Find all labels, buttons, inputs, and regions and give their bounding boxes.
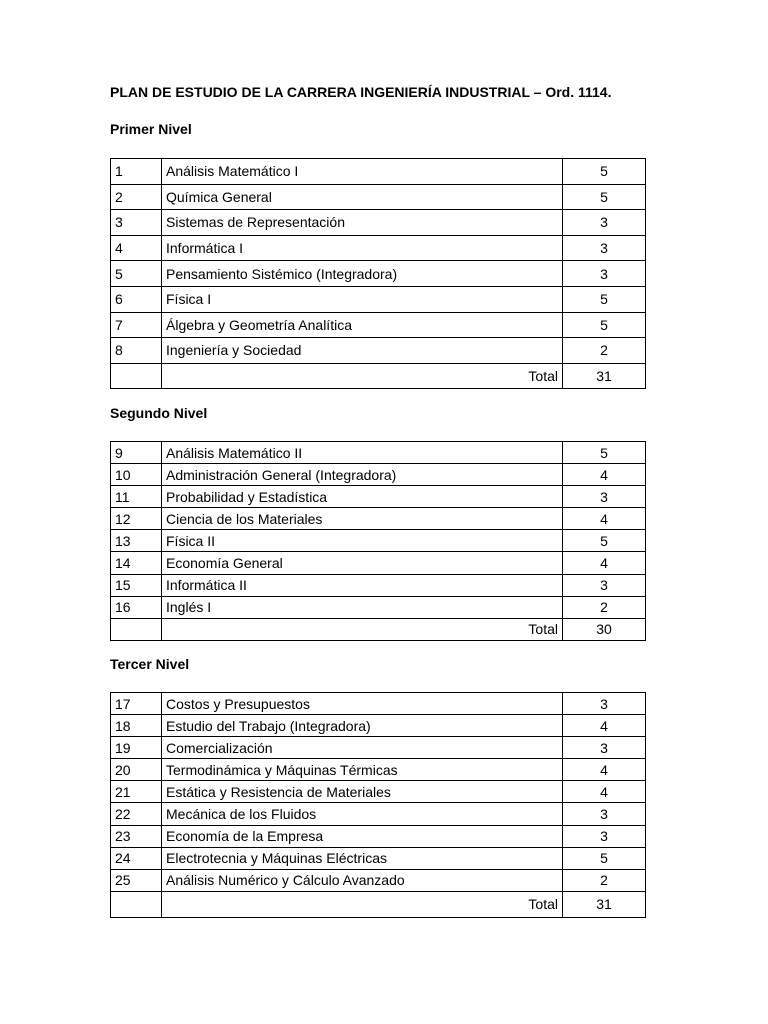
subject-name: Costos y Presupuestos <box>162 693 563 715</box>
subject-credits: 4 <box>563 759 646 781</box>
subject-name: Pensamiento Sistémico (Integradora) <box>162 261 563 287</box>
table-row <box>111 693 646 715</box>
subject-number: 8 <box>111 338 162 364</box>
subject-credits: 3 <box>563 261 646 287</box>
table-row <box>111 552 646 574</box>
subject-credits: 3 <box>563 825 646 847</box>
subject-name: Análisis Numérico y Cálculo Avanzado <box>162 869 563 891</box>
table-row <box>111 159 646 185</box>
page-title: PLAN DE ESTUDIO DE LA CARRERA INGENIERÍA INDUSTRIAL – Ord. 1114. <box>110 84 612 100</box>
subject-credits: 3 <box>563 486 646 508</box>
table-row <box>111 803 646 825</box>
table-row <box>111 210 646 236</box>
subject-name: Economía General <box>162 552 563 574</box>
total-credits: 31 <box>563 363 646 389</box>
subject-name: Electrotecnia y Máquinas Eléctricas <box>162 847 563 869</box>
subject-name: Física I <box>162 286 563 312</box>
level-table-tercer <box>110 692 646 918</box>
level-heading-tercer: Tercer Nivel <box>110 656 190 672</box>
subject-name: Comercialización <box>162 737 563 759</box>
subject-credits: 5 <box>563 286 646 312</box>
subject-credits: 5 <box>563 847 646 869</box>
subject-name: Mecánica de los Fluidos <box>162 803 563 825</box>
subject-number: 9 <box>111 442 162 464</box>
subject-number: 23 <box>111 825 162 847</box>
subject-number: 18 <box>111 715 162 737</box>
table-row <box>111 464 646 486</box>
subject-credits: 5 <box>563 159 646 185</box>
subject-credits: 3 <box>563 210 646 236</box>
table-row <box>111 869 646 891</box>
table-row <box>111 737 646 759</box>
subject-number: 12 <box>111 508 162 530</box>
subject-name: Física II <box>162 530 563 552</box>
subject-name: Informática I <box>162 235 563 261</box>
subject-number: 19 <box>111 737 162 759</box>
subject-number: 15 <box>111 574 162 596</box>
subject-number: 6 <box>111 286 162 312</box>
table-row <box>111 261 646 287</box>
subject-name: Análisis Matemático I <box>162 159 563 185</box>
level-heading-segundo: Segundo Nivel <box>110 405 208 421</box>
subject-number: 25 <box>111 869 162 891</box>
subject-number: 16 <box>111 596 162 618</box>
subject-credits: 5 <box>563 442 646 464</box>
table-row <box>111 286 646 312</box>
subject-credits: 3 <box>563 693 646 715</box>
table-row <box>111 781 646 803</box>
subject-number: 1 <box>111 159 162 185</box>
total-credits: 30 <box>563 618 646 640</box>
subject-credits: 3 <box>563 737 646 759</box>
subject-number: 21 <box>111 781 162 803</box>
subject-name: Inglés I <box>162 596 563 618</box>
table-row <box>111 759 646 781</box>
subject-number: 24 <box>111 847 162 869</box>
subject-credits: 2 <box>563 338 646 364</box>
empty-cell <box>111 618 162 640</box>
total-row <box>111 891 646 917</box>
subject-credits: 3 <box>563 803 646 825</box>
total-label: Total <box>162 618 563 640</box>
subject-number: 4 <box>111 235 162 261</box>
subject-number: 2 <box>111 184 162 210</box>
subject-credits: 4 <box>563 508 646 530</box>
subject-credits: 4 <box>563 781 646 803</box>
table-row <box>111 574 646 596</box>
total-label: Total <box>162 363 563 389</box>
subject-name: Administración General (Integradora) <box>162 464 563 486</box>
subject-number: 10 <box>111 464 162 486</box>
subject-name: Economía de la Empresa <box>162 825 563 847</box>
subject-credits: 4 <box>563 552 646 574</box>
subject-credits: 5 <box>563 184 646 210</box>
subject-name: Análisis Matemático II <box>162 442 563 464</box>
table-row <box>111 508 646 530</box>
level-table-primer <box>110 158 646 389</box>
subject-credits: 2 <box>563 869 646 891</box>
subject-name: Ingeniería y Sociedad <box>162 338 563 364</box>
table-row <box>111 486 646 508</box>
subject-name: Termodinámica y Máquinas Térmicas <box>162 759 563 781</box>
subject-name: Estudio del Trabajo (Integradora) <box>162 715 563 737</box>
table-row <box>111 596 646 618</box>
total-row <box>111 363 646 389</box>
subject-number: 11 <box>111 486 162 508</box>
subject-credits: 4 <box>563 464 646 486</box>
subject-number: 7 <box>111 312 162 338</box>
subject-name: Ciencia de los Materiales <box>162 508 563 530</box>
table-row <box>111 338 646 364</box>
subject-number: 20 <box>111 759 162 781</box>
table-row <box>111 825 646 847</box>
total-label: Total <box>162 891 563 917</box>
table-row <box>111 530 646 552</box>
table-row <box>111 847 646 869</box>
subject-credits: 5 <box>563 312 646 338</box>
subject-number: 5 <box>111 261 162 287</box>
subject-name: Álgebra y Geometría Analítica <box>162 312 563 338</box>
subject-name: Química General <box>162 184 563 210</box>
subject-credits: 5 <box>563 530 646 552</box>
empty-cell <box>111 363 162 389</box>
level-table-segundo <box>110 441 646 641</box>
table-row <box>111 312 646 338</box>
total-credits: 31 <box>563 891 646 917</box>
table-row <box>111 235 646 261</box>
level-heading-primer: Primer Nivel <box>110 121 192 137</box>
subject-credits: 3 <box>563 574 646 596</box>
table-row <box>111 442 646 464</box>
total-row <box>111 618 646 640</box>
table-row <box>111 715 646 737</box>
subject-name: Sistemas de Representación <box>162 210 563 236</box>
subject-name: Probabilidad y Estadística <box>162 486 563 508</box>
subject-name: Informática II <box>162 574 563 596</box>
subject-credits: 3 <box>563 235 646 261</box>
subject-number: 3 <box>111 210 162 236</box>
table-row <box>111 184 646 210</box>
subject-number: 14 <box>111 552 162 574</box>
subject-number: 13 <box>111 530 162 552</box>
empty-cell <box>111 891 162 917</box>
subject-credits: 4 <box>563 715 646 737</box>
subject-credits: 2 <box>563 596 646 618</box>
subject-number: 17 <box>111 693 162 715</box>
subject-name: Estática y Resistencia de Materiales <box>162 781 563 803</box>
subject-number: 22 <box>111 803 162 825</box>
